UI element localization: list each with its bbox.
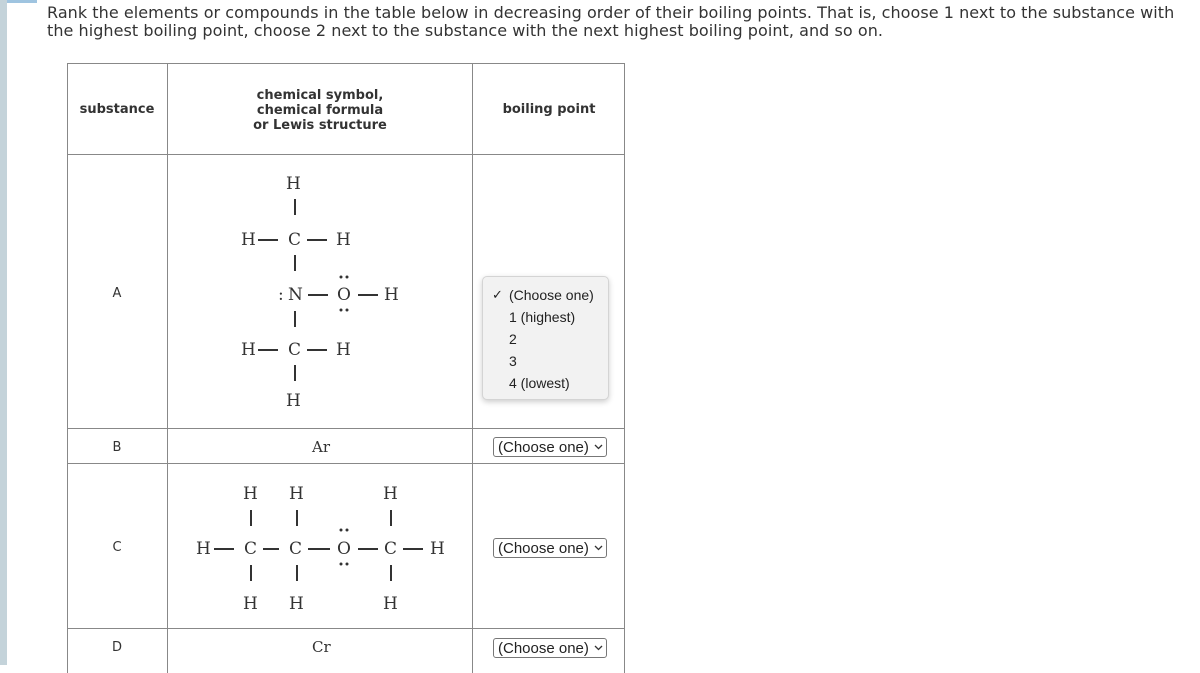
atom-h: H bbox=[336, 230, 351, 250]
bond bbox=[294, 365, 296, 381]
bond bbox=[308, 294, 328, 296]
dropdown-option-4[interactable] bbox=[483, 372, 608, 394]
atom-h: H bbox=[241, 340, 256, 360]
boiling-point-dropdown-a[interactable] bbox=[482, 276, 609, 400]
chevron-down-icon bbox=[594, 643, 603, 653]
boiling-point-select-d[interactable] bbox=[493, 638, 607, 658]
atom-o: O bbox=[337, 539, 351, 559]
bond bbox=[307, 349, 327, 351]
lone-pair-dot bbox=[346, 276, 349, 279]
lone-pair: : bbox=[278, 285, 284, 305]
atom-h: H bbox=[289, 594, 304, 614]
atom-h: H bbox=[336, 340, 351, 360]
select-value: (Choose one) bbox=[498, 639, 589, 657]
formula-d bbox=[168, 630, 472, 665]
dropdown-option-3[interactable] bbox=[483, 350, 608, 372]
formula-b-text: Ar bbox=[312, 438, 331, 456]
lone-pair-dot bbox=[346, 563, 349, 566]
chevron-down-icon bbox=[594, 442, 603, 452]
option-label: (Choose one) bbox=[509, 287, 594, 303]
select-value: (Choose one) bbox=[498, 438, 589, 456]
option-label: 4 (lowest) bbox=[509, 375, 570, 391]
atom-h: H bbox=[286, 174, 301, 194]
atom-c: C bbox=[288, 230, 302, 250]
dropdown-option-choose-one[interactable] bbox=[483, 284, 608, 306]
atom-h: H bbox=[383, 594, 398, 614]
lone-pair-dot bbox=[340, 563, 343, 566]
option-label: 1 (highest) bbox=[509, 309, 576, 325]
dropdown-option-2[interactable] bbox=[483, 328, 608, 350]
dropdown-option-1[interactable] bbox=[483, 306, 608, 328]
bond bbox=[214, 548, 234, 550]
atom-h: H bbox=[241, 230, 256, 250]
formula-d-text: Cr bbox=[312, 638, 331, 656]
table-col-divider bbox=[472, 63, 473, 673]
option-label: 2 bbox=[509, 331, 517, 347]
lone-pair-dot bbox=[340, 309, 343, 312]
option-label: 3 bbox=[509, 353, 517, 369]
bond bbox=[358, 548, 378, 550]
bond bbox=[296, 510, 298, 526]
atom-c: C bbox=[289, 539, 303, 559]
lewis-structure-c bbox=[168, 465, 472, 628]
question-instructions: Rank the elements or compounds in the table below in decreasing order of their boiling points. That is, choose 1 next to the substance with the highest boiling point, choose 2 next to the substance with the next highest boiling point, and so on. bbox=[47, 3, 1175, 40]
bond bbox=[258, 239, 278, 241]
atom-o: O bbox=[337, 285, 351, 305]
atom-h: H bbox=[243, 594, 258, 614]
atom-h: H bbox=[384, 285, 399, 305]
formula-b bbox=[168, 430, 472, 464]
left-edge-bar bbox=[0, 0, 7, 665]
select-value: (Choose one) bbox=[498, 539, 589, 557]
header-formula-line3: or Lewis structure bbox=[253, 118, 387, 133]
top-accent-bar bbox=[7, 0, 37, 3]
lone-pair-dot bbox=[346, 309, 349, 312]
lone-pair-dot bbox=[346, 529, 349, 532]
bond bbox=[263, 548, 279, 550]
table-row-divider bbox=[67, 628, 625, 629]
bond bbox=[390, 510, 392, 526]
lewis-structure-a bbox=[168, 155, 472, 428]
lone-pair-dot bbox=[340, 276, 343, 279]
bond bbox=[308, 548, 330, 550]
atom-n: N bbox=[288, 285, 303, 305]
header-boiling-point: boiling point bbox=[502, 102, 596, 117]
header-formula bbox=[168, 88, 472, 133]
row-label-c: C bbox=[112, 540, 122, 555]
atom-c: C bbox=[384, 539, 398, 559]
lone-pair-dot bbox=[340, 529, 343, 532]
header-formula-line2: chemical formula bbox=[256, 103, 384, 118]
chevron-down-icon bbox=[594, 543, 603, 553]
boiling-point-select-c[interactable] bbox=[493, 538, 607, 558]
row-label-b: B bbox=[112, 440, 122, 455]
row-label-d: D bbox=[111, 640, 122, 655]
bond bbox=[307, 239, 327, 241]
atom-h: H bbox=[430, 539, 445, 559]
atom-h: H bbox=[243, 484, 258, 504]
bond bbox=[294, 311, 296, 327]
bond bbox=[294, 255, 296, 271]
bond bbox=[294, 199, 296, 215]
table-border-left bbox=[67, 63, 68, 673]
checkmark-icon: ✓ bbox=[492, 287, 503, 302]
boiling-point-select-b[interactable] bbox=[493, 437, 607, 457]
header-substance: substance bbox=[79, 102, 155, 117]
atom-h: H bbox=[383, 484, 398, 504]
bond bbox=[403, 548, 423, 550]
bond bbox=[258, 349, 278, 351]
atom-h: H bbox=[286, 391, 301, 411]
row-label-a: A bbox=[112, 286, 122, 301]
bond bbox=[390, 565, 392, 581]
atom-h: H bbox=[289, 484, 304, 504]
bond bbox=[250, 565, 252, 581]
atom-c: C bbox=[244, 539, 258, 559]
atom-h: H bbox=[196, 539, 211, 559]
table-row-divider bbox=[67, 428, 625, 429]
atom-c: C bbox=[288, 340, 302, 360]
bond bbox=[250, 510, 252, 526]
header-formula-line1: chemical symbol, bbox=[256, 88, 384, 103]
bond bbox=[296, 565, 298, 581]
table-border-top bbox=[67, 63, 625, 64]
table-border-right bbox=[624, 63, 625, 673]
bond bbox=[358, 294, 378, 296]
